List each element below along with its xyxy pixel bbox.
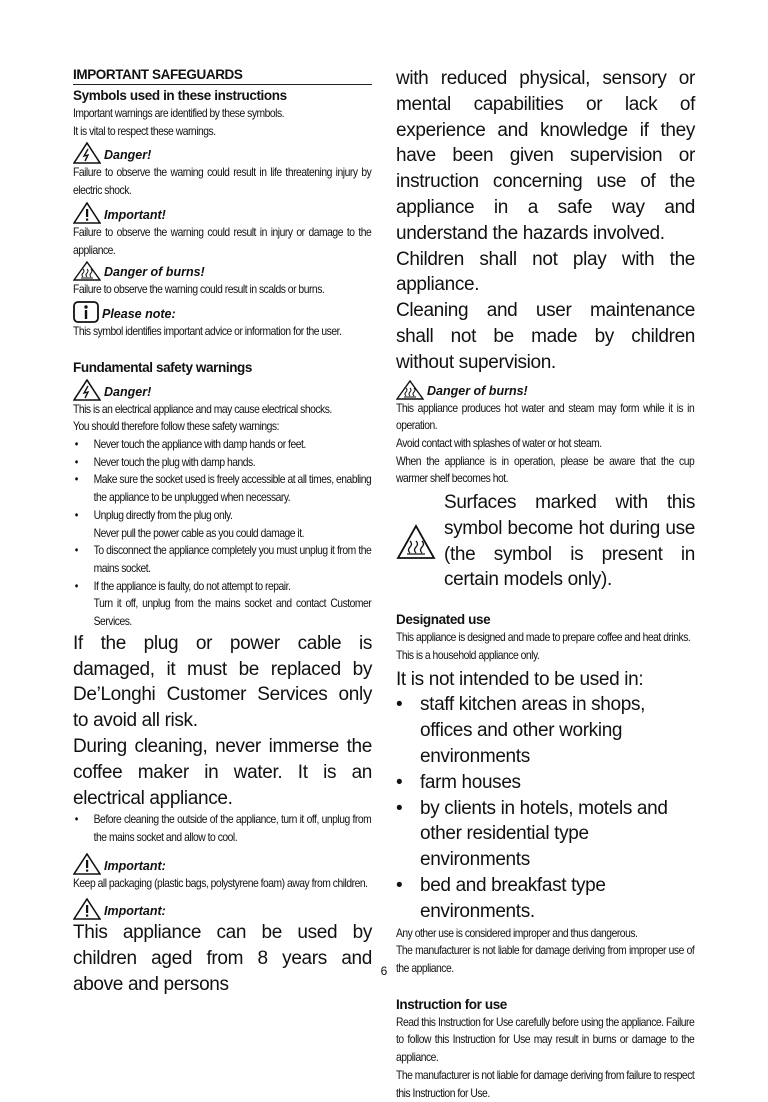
important-symbol-row	[73, 202, 372, 224]
not-intended-heading: It is not intended to be used in:	[396, 668, 644, 690]
danger-label: Danger!	[104, 148, 152, 163]
intro-line-2: It is vital to respect these warnings.	[73, 123, 216, 138]
heading-rule	[73, 84, 372, 85]
list-item: • If the appliance is faulty, do not attempt to repair. Turn it off, unplug from the mains socket and contact Customer Services.	[73, 578, 371, 631]
info-icon	[73, 301, 99, 323]
warning-icon	[73, 202, 101, 224]
hot-surface-icon	[73, 261, 101, 281]
burns-symbol-row	[73, 261, 372, 281]
children-age-warning: This appliance can be used by children aged from 8 years and above and persons	[73, 922, 372, 996]
hot-surface-icon	[396, 380, 424, 400]
manufacturer-liability-1: The manufacturer is not liable for damage deriving from improper use of the appliance.	[396, 943, 695, 976]
section-heading: IMPORTANT SAFEGUARDS	[73, 67, 243, 82]
plug-damage-warning: If the plug or power cable is damaged, it must be replaced by De’Longhi Customer Services only to avoid all risk.	[73, 632, 372, 732]
danger-text: Failure to observe the warning could result in life threatening injury by electric shock.	[73, 165, 372, 198]
instruction-paragraph-1: Read this Instruction for Use carefully before using the appliance. Failure to follow this Instruction for Use may result in burns or damage to the appliance.	[396, 1014, 695, 1065]
warning-icon	[73, 853, 101, 875]
right-column	[396, 66, 695, 1102]
list-item: • Make sure the socket used is freely accessible at all times, enabling the appliance to be unplugged when necessary.	[73, 471, 371, 506]
warning-icon	[73, 898, 101, 920]
list-item: • Unplug directly from the plug only. Never pull the power cable as you could damage it.	[73, 507, 371, 542]
cleaning-children-warning: Cleaning and user maintenance shall not be made by children without supervision.	[396, 300, 695, 373]
burns-text: Failure to observe the warning could result in scalds or burns.	[73, 282, 325, 297]
important-label: Important!	[104, 207, 166, 222]
important3-symbol-row	[73, 898, 372, 920]
fund-danger-row	[73, 379, 372, 401]
list-item: • by clients in hotels, motels and other residential type environments	[396, 796, 695, 873]
list-item: • bed and breakfast type environments.	[396, 873, 695, 925]
hot-surface-box	[396, 490, 695, 593]
list-item: • staff kitchen areas in shops, offices and other working environments	[396, 692, 695, 769]
right-burns-label: Danger of burns!	[427, 383, 528, 398]
capabilities-warning: with reduced physical, sensory or mental capabilities or lack of experience and knowledge if they have been given supervision or instruction concerning use of the appliance in a safe way and understand the hazards involved.	[396, 68, 695, 244]
important2-text: Keep all packaging (plastic bags, polystyrene foam) away from children.	[73, 875, 368, 890]
immerse-warning: During cleaning, never immerse the coffee maker in water. It is an electrical appliance.	[73, 735, 372, 809]
note-label: Please note:	[102, 306, 176, 321]
fund-paragraph-2: You should therefore follow these safety warnings:	[73, 419, 280, 434]
electric-danger-icon	[73, 142, 101, 164]
fund-paragraph-1: This is an electrical appliance and may cause electrical shocks.	[73, 401, 332, 416]
safety-bullet-list	[73, 436, 371, 631]
designated-use-heading: Designated use	[396, 612, 491, 628]
electric-danger-icon	[73, 379, 101, 401]
burns-paragraph-3: When the appliance is in operation, please be aware that the cup warmer shelf becomes hot.	[396, 453, 695, 486]
other-use-text: Any other use is considered improper and thus dangerous.	[396, 925, 638, 940]
list-item: • Before cleaning the outside of the appliance, turn it off, unplug from the mains socket and allow to cool.	[73, 811, 371, 846]
instruction-paragraph-2: The manufacturer is not liable for damage deriving from failure to respect this Instruction for Use.	[396, 1067, 695, 1100]
not-intended-list	[396, 692, 695, 924]
instruction-heading: Instruction for use	[396, 996, 507, 1012]
burns-paragraph-2: Avoid contact with splashes of water or hot steam.	[396, 435, 602, 450]
note-symbol-row	[73, 301, 372, 323]
cleaning-bullet-list	[73, 811, 371, 846]
symbols-heading: Symbols used in these instructions	[73, 88, 287, 103]
left-column	[73, 66, 372, 998]
list-item: • farm houses	[396, 770, 695, 796]
important2-label: Important:	[104, 858, 166, 873]
important3-label: Important:	[104, 904, 166, 919]
list-item: • To disconnect the appliance completely you must unplug it from the mains socket.	[73, 542, 371, 577]
important-text: Failure to observe the warning could result in injury or damage to the appliance.	[73, 224, 372, 257]
fund-danger-label: Danger!	[104, 384, 152, 399]
danger-symbol-row	[73, 142, 372, 164]
note-text: This symbol identifies important advice or information for the user.	[73, 323, 342, 338]
children-play-warning: Children shall not play with the appliance.	[396, 248, 695, 296]
page-number: 6	[380, 964, 388, 978]
hot-surface-text: Surfaces marked with this symbol become hot during use (the symbol is present in certain models only).	[444, 492, 695, 591]
burns-paragraph-1: This appliance produces hot water and steam may form while it is in operation.	[396, 400, 695, 433]
important2-symbol-row	[73, 853, 372, 875]
burns-label: Danger of burns!	[104, 265, 205, 280]
hot-surface-icon	[396, 524, 436, 560]
designated-paragraph-2: This is a household appliance only.	[396, 647, 540, 662]
list-item: • Never touch the appliance with damp hands or feet.	[73, 436, 371, 454]
intro-line-1: Important warnings are identified by these symbols.	[73, 106, 285, 120]
list-item: • Never touch the plug with damp hands.	[73, 454, 371, 472]
fundamental-heading: Fundamental safety warnings	[73, 359, 252, 375]
right-burns-symbol-row	[396, 380, 695, 400]
designated-paragraph-1: This appliance is designed and made to prepare coffee and heat drinks.	[396, 630, 691, 645]
